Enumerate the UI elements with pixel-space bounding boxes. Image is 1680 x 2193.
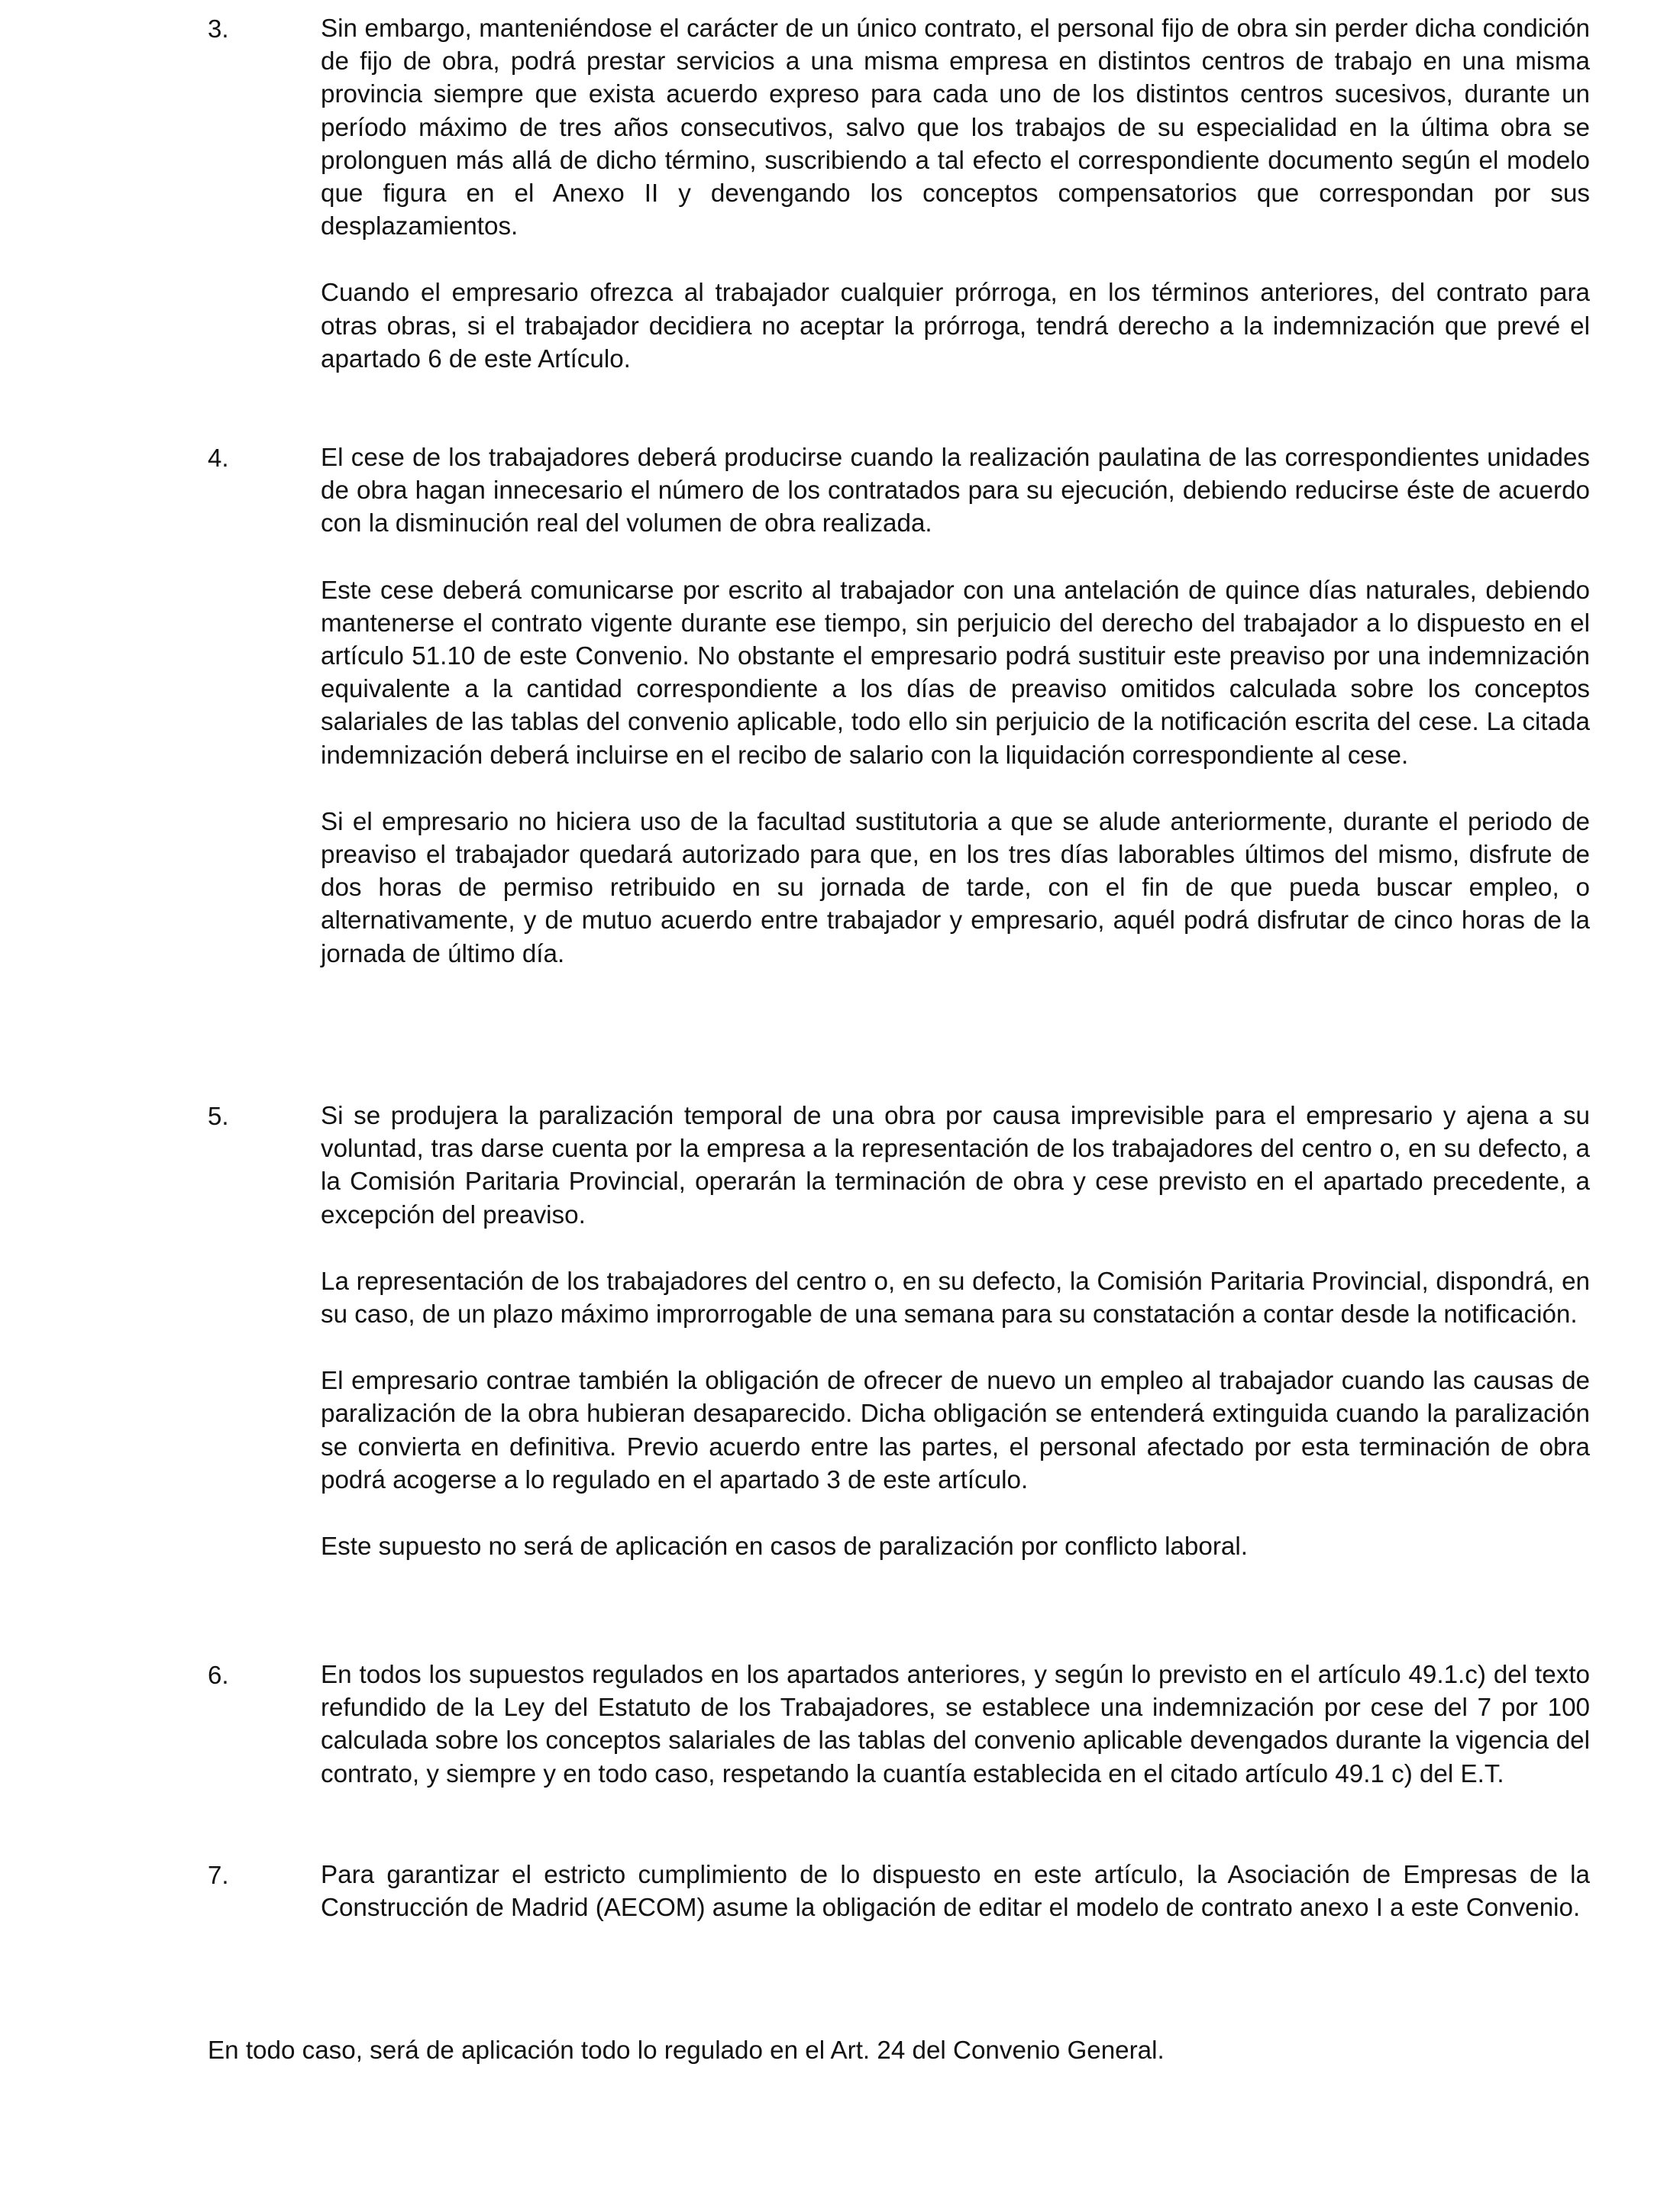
paragraph: El cese de los trabajadores deberá producirse cuando la realización paulatina de las correspondientes unidades de obra hagan innecesario el número de los contratados para su ejecución, debiendo reducirse éste de acuerdo con la disminución real del volumen de obra realizada.	[321, 444, 1590, 538]
paragraph: Cuando el empresario ofrezca al trabajador cualquier prórroga, en los términos anteriores, del contrato para otras obras, si el trabajador decidiera no aceptar la prórroga, tendrá derecho a la indemnización que prevé el apartado 6 de este Artículo.	[321, 279, 1590, 373]
closing-statement: En todo caso, será de aplicación todo lo regulado en el Art. 24 del Convenio General.	[208, 2036, 1165, 2065]
item-number: 3.	[208, 15, 229, 43]
paragraph: La representación de los trabajadores del centro o, en su defecto, la Comisión Paritaria Provincial, dispondrá, en su caso, de un plazo máximo improrrogable de una semana para su constatación a contar desde la notificación.	[321, 1267, 1590, 1329]
paragraph: Para garantizar el estricto cumplimiento de lo dispuesto en este artículo, la Asociación de Empresas de la Construcción de Madrid (AECOM) asume la obligación de editar el modelo de contrato anexo I a este Convenio.	[321, 1861, 1590, 1923]
item-number: 5.	[208, 1102, 229, 1130]
paragraph: Si se produjera la paralización temporal de una obra por causa imprevisible para el empresario y ajena a su voluntad, tras darse cuenta por la empresa a la representación de los trabajadores del centro o, en su defecto, a la Comisión Paritaria Provincial, operarán la terminación de obra y cese previsto en el apartado precedente, a excepción del preaviso.	[321, 1102, 1590, 1229]
item-number: 6.	[208, 1661, 229, 1689]
paragraph: Este supuesto no será de aplicación en casos de paralización por conflicto laboral.	[321, 1533, 1248, 1562]
item-number: 7.	[208, 1861, 229, 1889]
item-body	[321, 441, 1590, 1004]
paragraph: Si el empresario no hiciera uso de la facultad sustitutoria a que se alude anteriormente, durante el periodo de preaviso el trabajador quedará autorizado para que, en los tres días laborables últimos del mismo, disfrute de dos horas de permiso retribuido en su jornada de tarde, con el fin de que pueda buscar empleo, o alternativamente, y de mutuo acuerdo entre trabajador y empresario, aquél podrá disfrutar de cinco horas de la jornada de último día.	[321, 807, 1590, 968]
item-body	[321, 12, 1590, 409]
item-number: 4.	[208, 444, 229, 472]
item-body	[321, 1100, 1590, 1597]
paragraph: El empresario contrae también la obligación de ofrecer de nuevo un empleo al trabajador cuando las causas de paralización de la obra hubieran desaparecido. Dicha obligación se entenderá extinguida cuando la paralización se convierta en definitiva. Previo acuerdo entre las partes, el personal afectado por esta terminación de obra podrá acogerse a lo regulado en el apartado 3 de este artículo.	[321, 1367, 1590, 1494]
paragraph: Sin embargo, manteniéndose el carácter de un único contrato, el personal fijo de obra sin perder dicha condición de fijo de obra, podrá prestar servicios a una misma empresa en distintos centros de trabajo en una misma provincia siempre que exista acuerdo expreso para cada uno de los distintos centros sucesivos, durante un período máximo de tres años consecutivos, salvo que los trabajos de su especialidad en la última obra se prolonguen más allá de dicho término, suscribiendo a tal efecto el correspondiente documento según el modelo que figura en el Anexo II y devengando los conceptos compensatorios que correspondan por sus desplazamientos.	[321, 15, 1590, 241]
paragraph: En todos los supuestos regulados en los apartados anteriores, y según lo previsto en el artículo 49.1.c) del texto refundido de la Ley del Estatuto de los Trabajadores, se establece una indemnización por cese del 7 por 100 calculada sobre los conceptos salariales de las tablas del convenio aplicable devengados durante la vigencia del contrato, y siempre y en todo caso, respetando la cuantía establecida en el citado artículo 49.1 c) del E.T.	[321, 1661, 1590, 1788]
item-body	[321, 1859, 1590, 1958]
item-body	[321, 1658, 1590, 1824]
paragraph: Este cese deberá comunicarse por escrito al trabajador con una antelación de quince días naturales, debiendo mantenerse el contrato vigente durante ese tiempo, sin perjuicio del derecho del trabajador a lo dispuesto en el artículo 51.10 de este Convenio. No obstante el empresario podrá sustituir este preaviso por una indemnización equivalente a la cantidad correspondiente a los días de preaviso omitidos calculada sobre los conceptos salariales de las tablas del convenio aplicable, todo ello sin perjuicio de la notificación escrita del cese. La citada indemnización deberá incluirse en el recibo de salario con la liquidación correspondiente al cese.	[321, 576, 1590, 770]
